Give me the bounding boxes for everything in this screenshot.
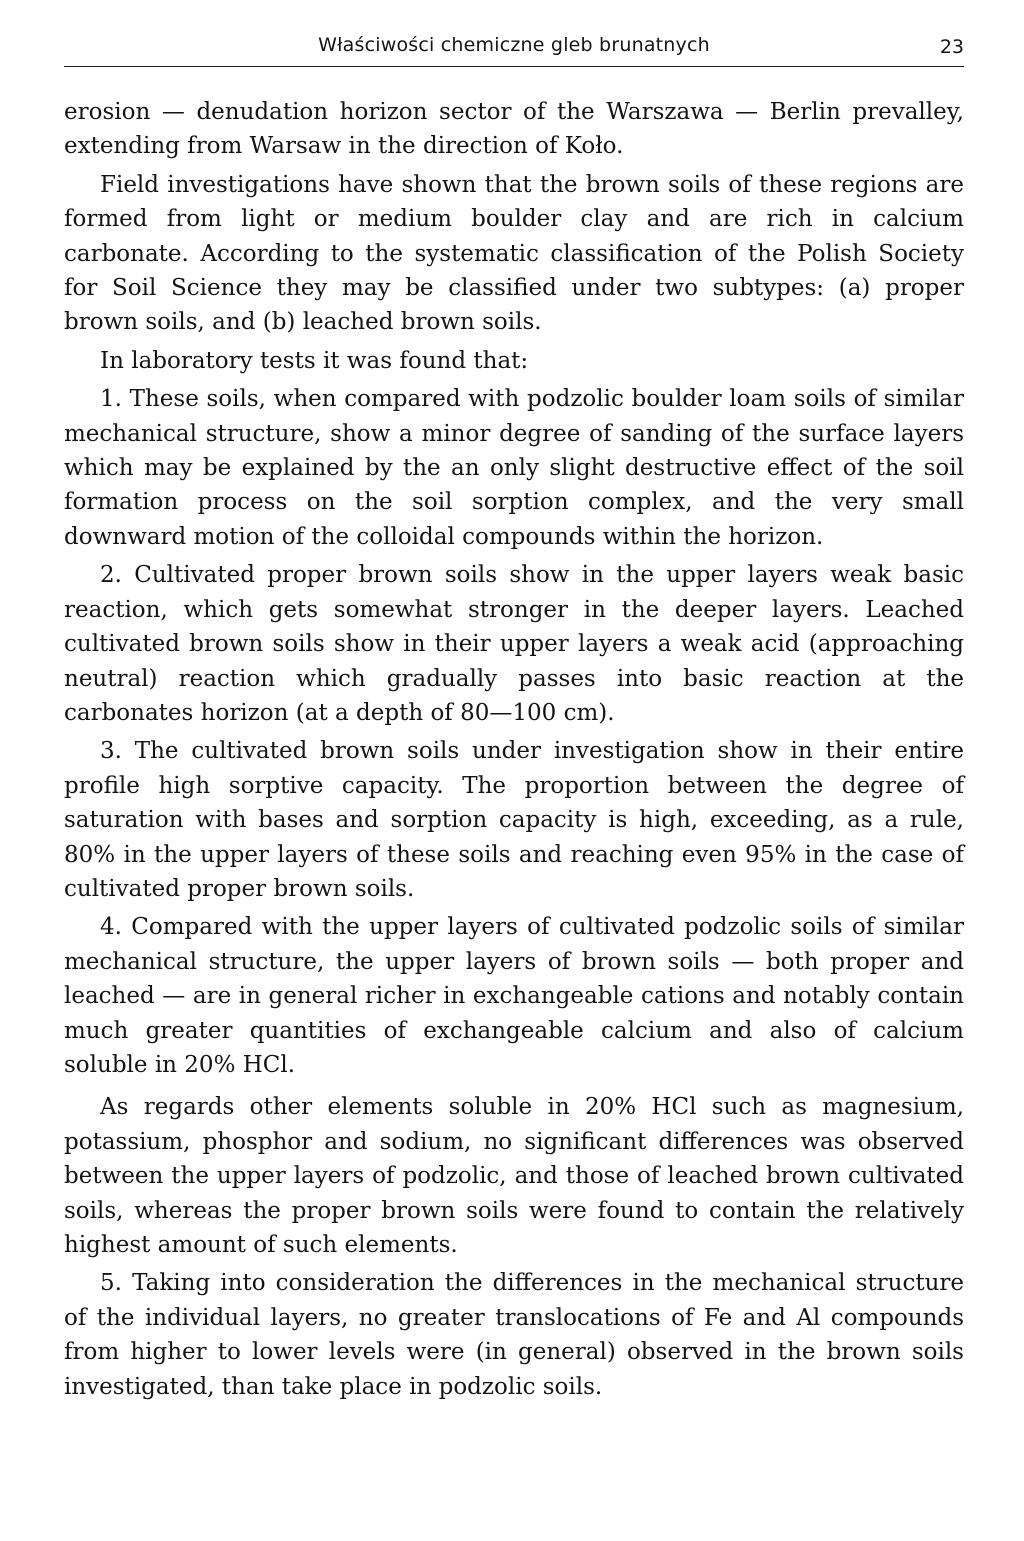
list-item-1: 1. These soils, when compared with podzolic boulder loam soils of similar mechanical structure, show a minor degree of sanding of the surface layers which may be explained by the an only slight destructive effect of the soil formation process on the soil sorption complex, and the very small downward motion of the colloidal compounds within the horizon. (64, 386, 964, 550)
page-number: 23 (939, 36, 964, 58)
paragraph-field-investigations: Field investigations have shown that the brown soils of these regions are formed from light or medium boulder clay and are rich in calcium carbonate. According to the systematic classification of the Polish Society for Soil Science they may be classified under two subtypes: (a) proper brown soils, and (b) leached brown soils. (64, 171, 964, 336)
paragraph-laboratory-intro: In laboratory tests it was found that: (100, 347, 529, 374)
body-text (64, 95, 964, 1404)
list-item-3: 3. The cultivated brown soils under investigation show in their entire profile high sorptive capacity. The proportion between the degree of saturation with bases and sorption capacity is high, exceeding, as a rule, 80% in the upper layers of these soils and reaching even 95% in the case of cultivated proper brown soils. (64, 738, 964, 902)
list-item-4: 4. Compared with the upper layers of cultivated podzolic soils of similar mechanical structure, the upper layers of brown soils — both proper and leached — are in general richer in exchangeable cations and notably contain much greater quantities of exchangeable calcium and also of calcium soluble in 20% HCl. (64, 914, 964, 1078)
running-header (64, 30, 964, 67)
running-title: Właściwości chemiczne gleb brunatnych (318, 34, 710, 56)
document-page (64, 30, 964, 1408)
paragraph-other-elements: As regards other elements soluble in 20% HCl such as magnesium, potassium, phosphor and sodium, no significant differences was observed between the upper layers of podzolic, and those of leached brown cultivated soils, whereas the proper brown soils were found to contain the relatively highest amount of such elements. (64, 1094, 964, 1258)
paragraph-continuation: erosion — denudation horizon sector of the Warszawa — Berlin prevalley, extending from Warsaw in the direction of Koło. (64, 99, 964, 160)
list-item-5: 5. Taking into consideration the differences in the mechanical structure of the individual layers, no greater translocations of Fe and Al compounds from higher to lower levels were (in general) observed in the brown soils investigated, than take place in podzolic soils. (64, 1270, 964, 1400)
list-item-2: 2. Cultivated proper brown soils show in the upper layers weak basic reaction, which gets somewhat stronger in the deeper layers. Leached cultivated brown soils show in their upper layers a weak acid (approaching neutral) reaction which gradually passes into basic reaction at the carbonates horizon (at a depth of 80—100 cm). (64, 562, 964, 726)
